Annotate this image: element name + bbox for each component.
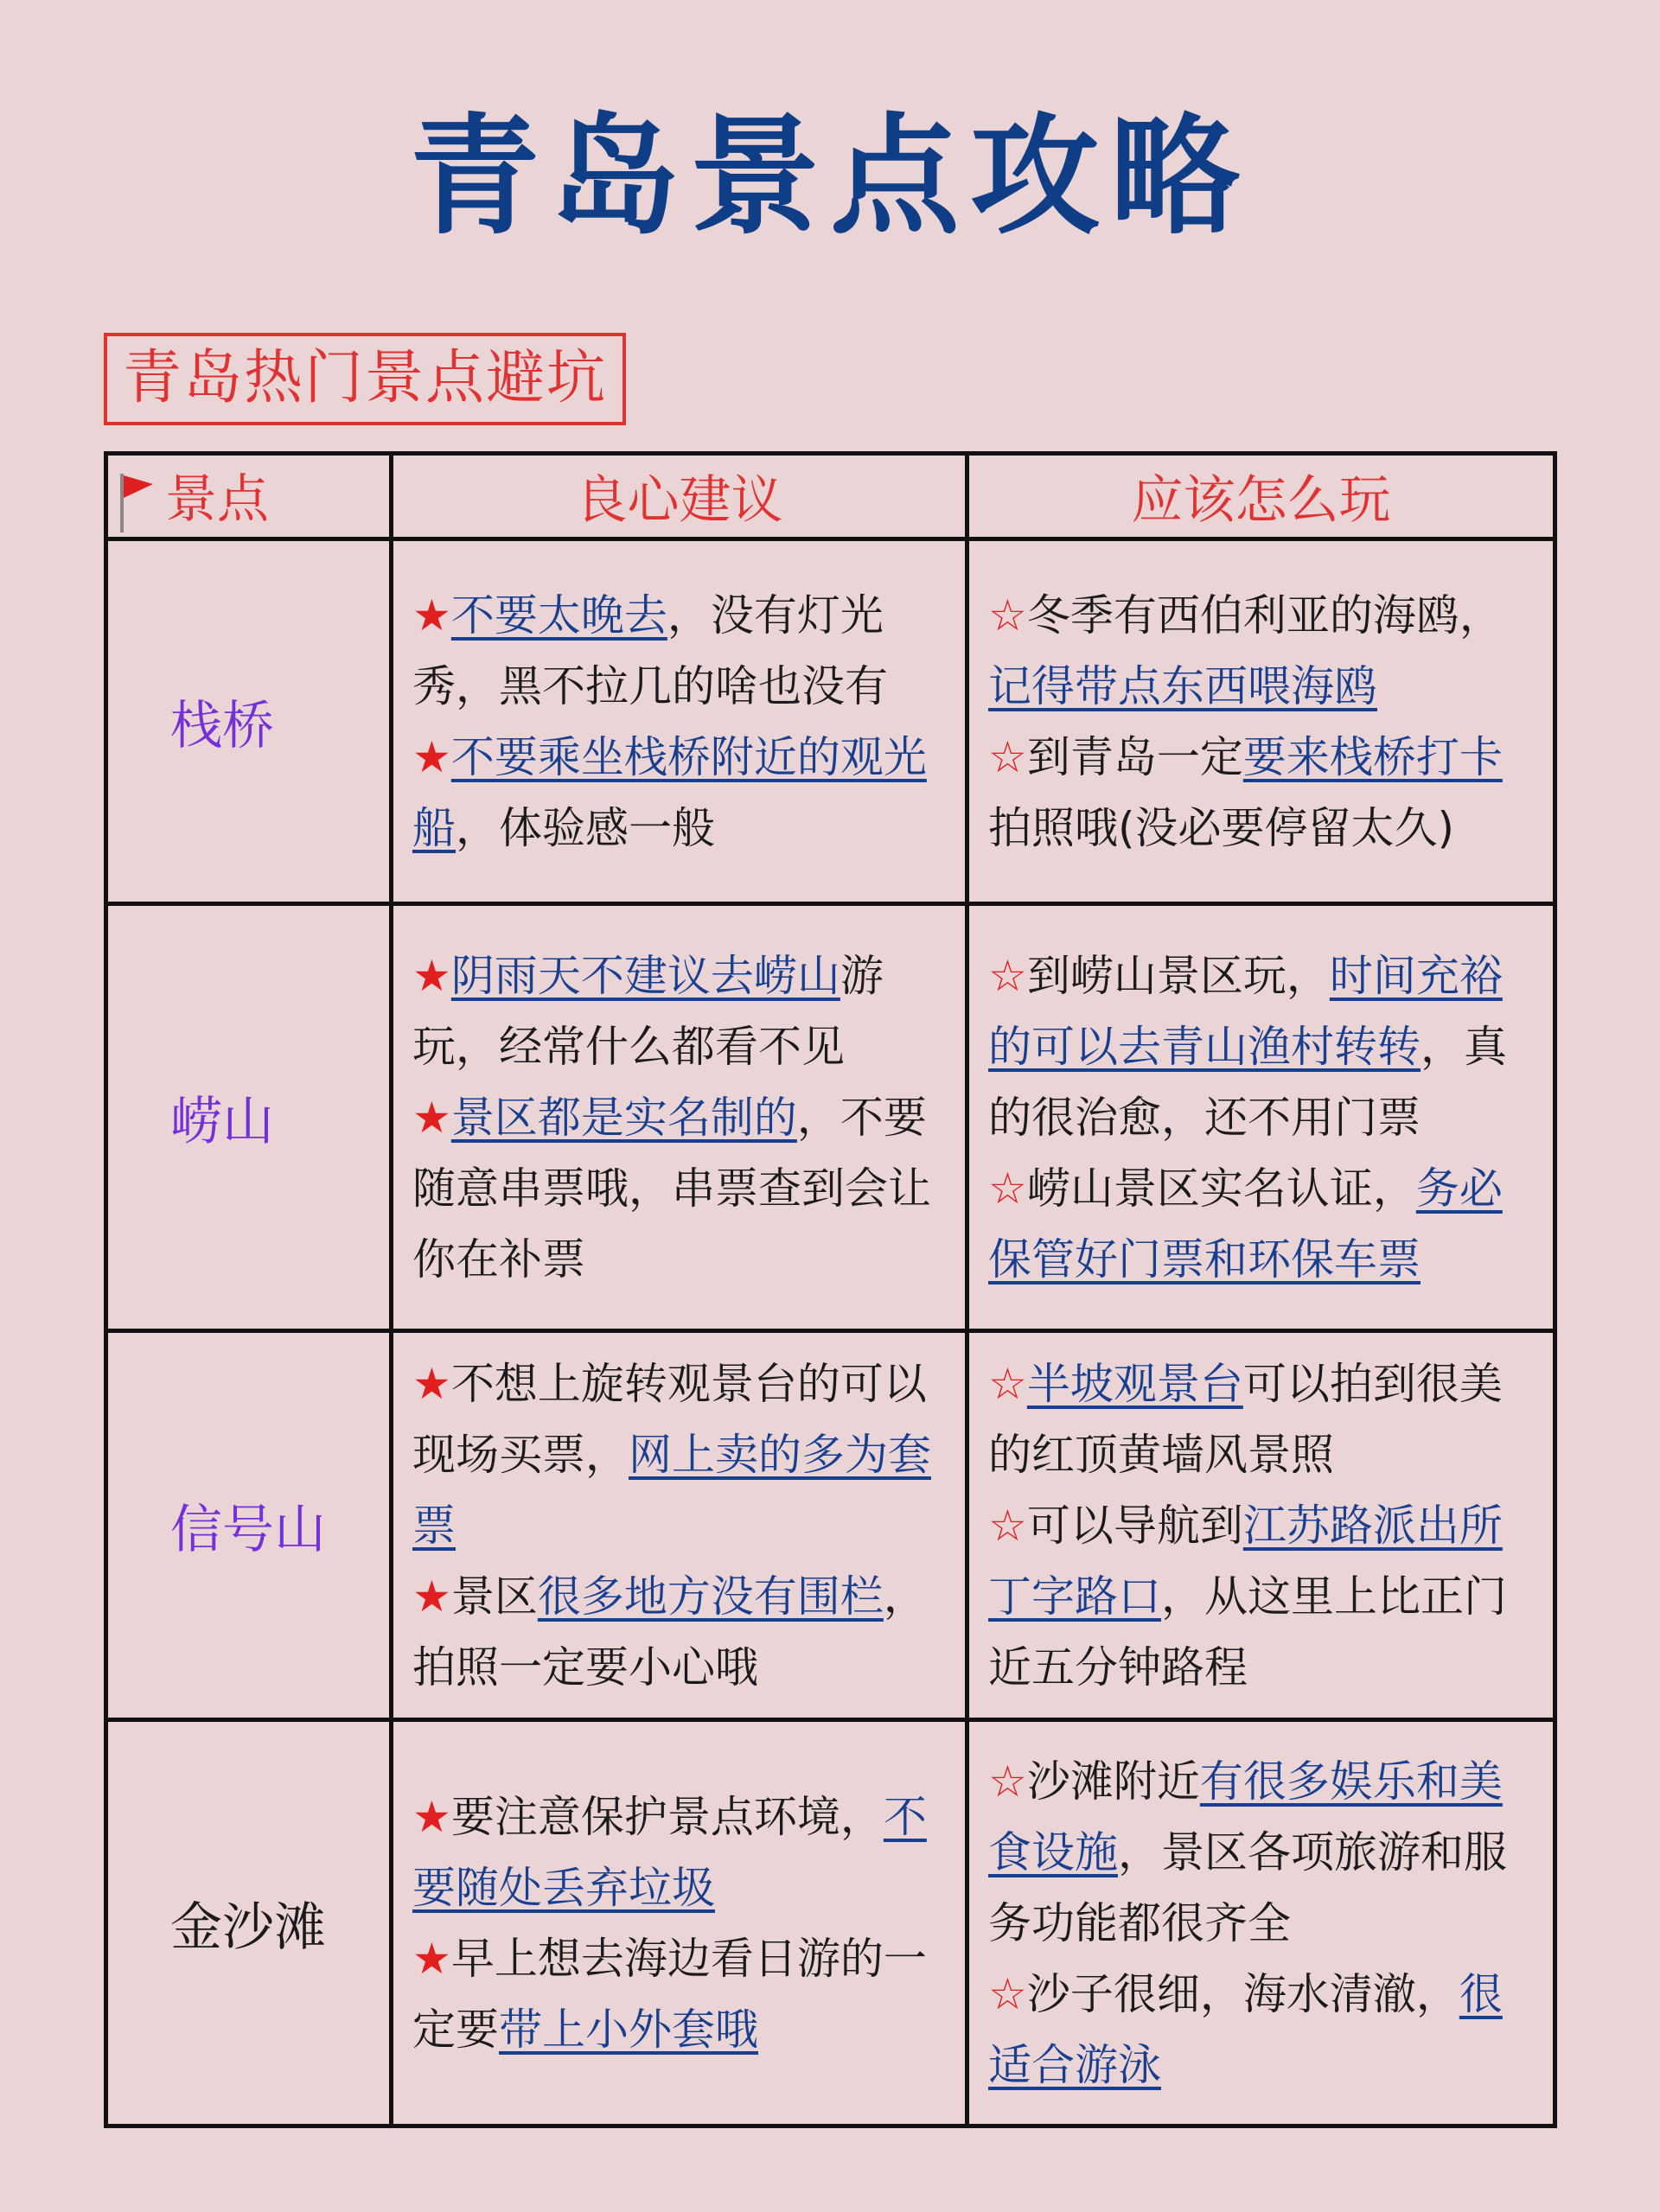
header-advice: 良心建议 (392, 454, 967, 539)
header-play: 应该怎么玩 (967, 454, 1555, 539)
section-subtitle: 青岛热门景点避坑 (104, 333, 626, 425)
play-item: ☆冬季有西伯利亚的海鸥，记得带点东西喂海鸥 (988, 590, 1503, 711)
advice-item: ★不要乘坐栈桥附近的观光船，体验感一般 (412, 731, 927, 853)
advice-item: ★要注意保护景点环境，不要随处丢弃垃圾 (412, 1791, 927, 1913)
spot-name: 崂山 (106, 904, 392, 1331)
header-spot (106, 454, 392, 539)
spot-name: 栈桥 (106, 539, 392, 904)
play-item: ☆到崂山景区玩，时间充裕的可以去青山渔村转转，真的很治愈，还不用门票 (988, 950, 1507, 1143)
advice-cell (392, 539, 967, 904)
table-row (106, 904, 1555, 1331)
play-cell (967, 1720, 1555, 2126)
table-header-row (106, 454, 1555, 539)
red-flag-icon (117, 472, 155, 534)
play-item: ☆半坡观景台可以拍到很美的红顶黄墙风景照 (988, 1358, 1503, 1480)
play-cell (967, 1331, 1555, 1720)
play-cell (967, 539, 1555, 904)
advice-item: ★早上想去海边看日游的一定要带上小外套哦 (412, 1933, 927, 2055)
table-row (106, 1720, 1555, 2126)
play-item: ☆到青岛一定要来栈桥打卡拍照哦(没必要停留太久) (988, 731, 1503, 853)
advice-cell (392, 1331, 967, 1720)
play-item: ☆沙子很细，海水清澈，很适合游泳 (988, 1968, 1503, 2090)
advice-item: ★不要太晚去，没有灯光秀，黑不拉几的啥也没有 (412, 590, 888, 711)
header-spot-label: 景点 (165, 469, 269, 531)
spots-table (104, 451, 1557, 2128)
play-item: ☆沙滩附近有很多娱乐和美食设施，景区各项旅游和服务功能都很齐全 (988, 1756, 1507, 1948)
advice-item: ★不想上旋转观景台的可以现场买票，网上卖的多为套票 (412, 1358, 931, 1551)
advice-item: ★景区都是实名制的，不要随意串票哦，串票查到会让你在补票 (412, 1092, 931, 1284)
table-row (106, 1331, 1555, 1720)
play-cell (967, 904, 1555, 1331)
table-row (106, 539, 1555, 904)
advice-cell (392, 904, 967, 1331)
play-item: ☆可以导航到江苏路派出所丁字路口，从这里上比正门近五分钟路程 (988, 1500, 1507, 1692)
play-item: ☆崂山景区实名认证，务必保管好门票和环保车票 (988, 1163, 1503, 1284)
advice-item: ★阴雨天不建议去崂山游玩，经常什么都看不见 (412, 950, 884, 1072)
spot-name: 信号山 (106, 1331, 392, 1720)
spot-name: 金沙滩 (106, 1720, 392, 2126)
page-title: 青岛景点攻略 (409, 102, 1250, 252)
advice-cell (392, 1720, 967, 2126)
advice-item: ★景区很多地方没有围栏，拍照一定要小心哦 (412, 1571, 927, 1692)
